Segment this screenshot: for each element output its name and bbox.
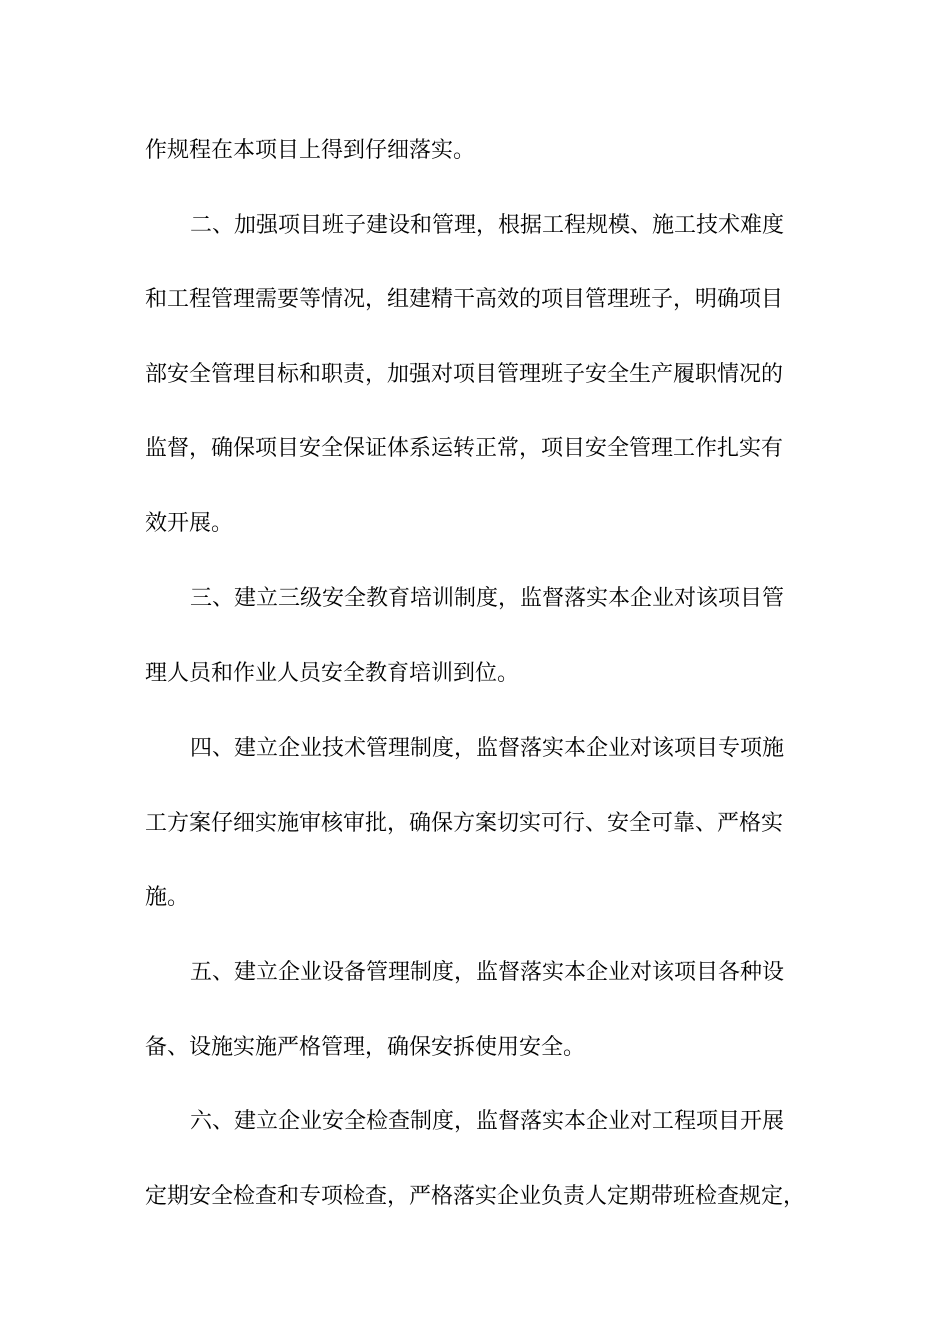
- text-line: 和工程管理需要等情况，组建精干高效的项目管理班子，明确项目: [145, 287, 784, 312]
- text-line: 备、设施实施严格管理，确保安拆使用安全。: [145, 1035, 586, 1060]
- text-line: 理人员和作业人员安全教育培训到位。: [145, 661, 520, 686]
- text-line: 工方案仔细实施审核审批，确保方案切实可行、安全可靠、严格实: [145, 811, 784, 836]
- text-line: 部安全管理目标和职责，加强对项目管理班子安全生产履职情况的: [145, 362, 784, 387]
- text-line: 二、加强项目班子建设和管理，根据工程规模、施工技术难度: [190, 213, 785, 238]
- text-line: 三、建立三级安全教育培训制度，监督落实本企业对该项目管: [190, 586, 785, 611]
- text-line: 六、建立企业安全检查制度，监督落实本企业对工程项目开展: [190, 1109, 785, 1134]
- text-line: 监督，确保项目安全保证体系运转正常，项目安全管理工作扎实有: [145, 436, 784, 461]
- text-line: 五、建立企业设备管理制度，监督落实本企业对该项目各种设: [190, 960, 785, 985]
- text-line: 四、建立企业技术管理制度，监督落实本企业对该项目专项施: [190, 736, 785, 761]
- text-line: 定期安全检查和专项检查，严格落实企业负责人定期带班检查规定，: [145, 1184, 806, 1209]
- text-line: 效开展。: [145, 511, 234, 536]
- text-line: 作规程在本项目上得到仔细落实。: [145, 138, 476, 163]
- text-line: 施。: [145, 885, 190, 910]
